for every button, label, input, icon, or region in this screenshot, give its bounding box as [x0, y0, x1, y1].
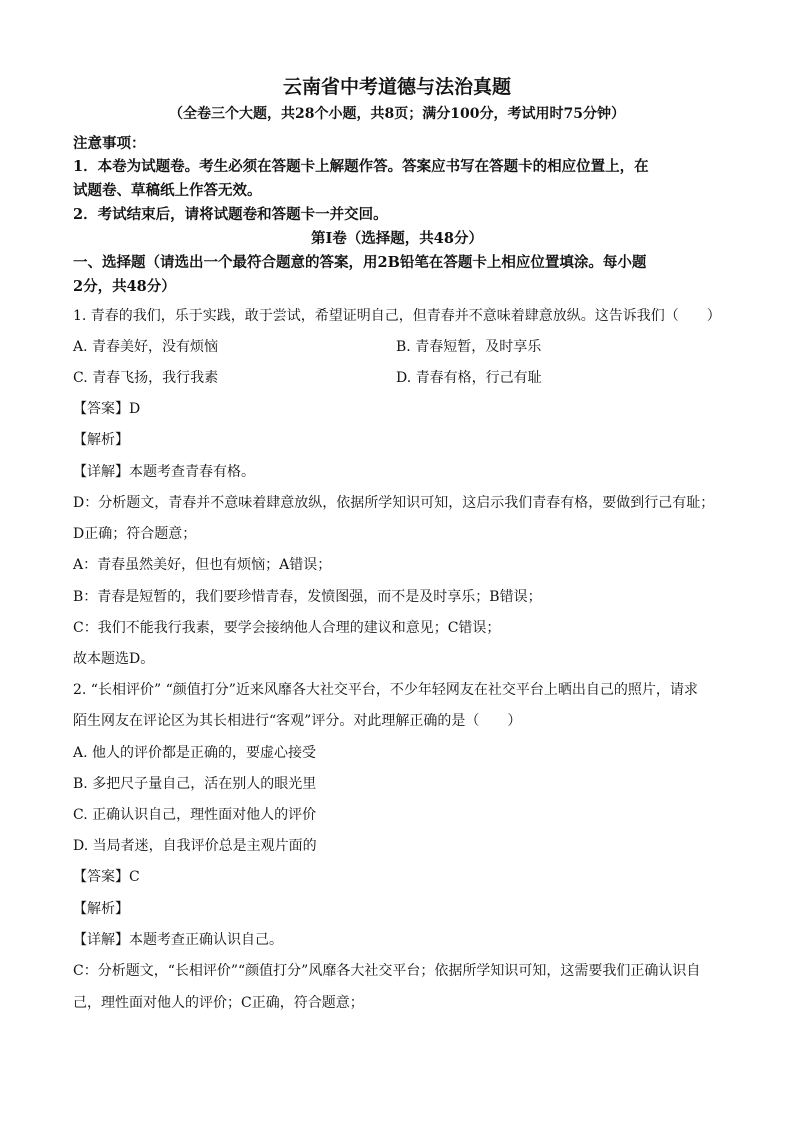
- q2-option-a: A. 他人的评价都是正确的，要虚心接受: [73, 745, 317, 761]
- notice-item-1-cont: 试题卷、草稿纸上作答无效。: [73, 182, 262, 199]
- question-2-stem: 2. “长相评价” “颜值打分”近来风靡各大社交平台，不少年轻网友在社交平台上晒出自己的照片，请求: [73, 682, 698, 698]
- q1-option-b: B. 青春短暂，及时享乐: [396, 339, 542, 355]
- question-2-stem-cont: 陌生网友在评论区为其长相进行“客观”评分。对此理解正确的是（ ）: [73, 713, 522, 729]
- section-title: 第Ⅰ卷（选择题，共48分）: [311, 230, 483, 247]
- q1-explanation-line: D：分析题文，青春并不意味着肆意放纵，依据所学知识可知，这启示我们青春有格，要做到行己有耻；: [73, 495, 715, 511]
- part-heading-cont: 2分，共48分）: [73, 278, 176, 295]
- notice-item-2: 2．考试结束后，请将试题卷和答题卡一并交回。: [73, 206, 388, 223]
- q2-analysis-label: 【解析】: [73, 901, 129, 917]
- q1-option-a: A. 青春美好，没有烦恼: [73, 339, 219, 355]
- q1-explanation-line: A：青春虽然美好，但也有烦恼；A错误；: [73, 557, 332, 573]
- q1-conclusion: 故本题选D。: [73, 651, 155, 667]
- q1-answer: 【答案】D: [73, 401, 141, 417]
- q1-explanation-line: B：青春是短暂的，我们要珍惜青春，发愤图强，而不是及时享乐；B错误；: [73, 589, 542, 605]
- q1-option-d: D. 青春有格，行己有耻: [396, 370, 542, 386]
- q2-answer: 【答案】C: [73, 869, 140, 885]
- notice-item-1: 1．本卷为试题卷。考生必须在答题卡上解题作答。答案应书写在答题卡的相应位置上，在: [73, 158, 649, 175]
- q2-explanation-line: C：分析题文，“长相评价”“颜值打分”风靡各大社交平台；依据所学知识可知，这需要我们正确认识自: [73, 963, 701, 979]
- q1-detail: 【详解】本题考查青春有格。: [73, 464, 255, 480]
- exam-info: （全卷三个大题，共28个小题，共8页；满分100分，考试用时75分钟）: [169, 106, 625, 122]
- question-1-stem: 1. 青春的我们，乐于实践，敢于尝试，希望证明自己，但青春并不意味着肆意放纵。这告诉我们（ ）: [73, 308, 721, 324]
- q2-explanation-line: 己，理性面对他人的评价；C正确，符合题意；: [73, 995, 364, 1011]
- q2-option-b: B. 多把尺子量自己，活在别人的眼光里: [73, 776, 317, 792]
- q1-analysis-label: 【解析】: [73, 432, 129, 448]
- q1-explanation-line: C：我们不能我行我素，要学会接纳他人合理的建议和意见；C错误；: [73, 620, 501, 636]
- page-title: 云南省中考道德与法治真题: [282, 76, 511, 98]
- q1-explanation-line: D正确；符合题意；: [73, 526, 197, 542]
- q2-option-d: D. 当局者迷，自我评价总是主观片面的: [73, 838, 317, 854]
- q2-detail: 【详解】本题考查正确认识自己。: [73, 932, 283, 948]
- notice-heading: 注意事项：: [73, 135, 146, 152]
- part-heading: 一、选择题（请选出一个最符合题意的答案，用2B铅笔在答题卡上相应位置填涂。每小题: [73, 254, 647, 271]
- q2-option-c: C. 正确认识自己，理性面对他人的评价: [73, 807, 317, 823]
- q1-option-c: C. 青春飞扬，我行我素: [73, 370, 219, 386]
